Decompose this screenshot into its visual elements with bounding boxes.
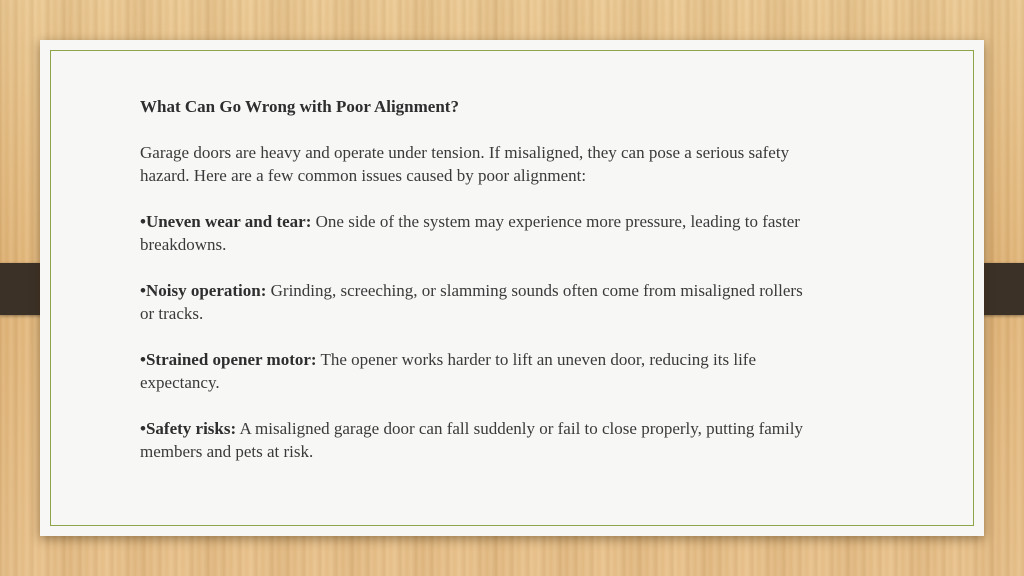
bullet-text: One side of the system may experience more pressure, leading to faster breakdowns. xyxy=(140,212,800,254)
bullet-text: A misaligned garage door can fall suddenly or fail to close properly, putting family members and pets at risk. xyxy=(140,419,803,461)
bullet-term: •Uneven wear and tear: xyxy=(140,212,312,231)
bullet-item xyxy=(140,348,820,394)
bullet-item xyxy=(140,210,820,256)
bullet-item xyxy=(140,417,820,463)
bullet-term: •Strained opener motor: xyxy=(140,350,317,369)
bullet-text: Grinding, screeching, or slamming sounds often come from misaligned rollers or tracks. xyxy=(140,281,803,323)
slide-heading: What Can Go Wrong with Poor Alignment? xyxy=(140,97,459,116)
bullet-text: The opener works harder to lift an uneven door, reducing its life expectancy. xyxy=(140,350,757,392)
bullet-term: •Safety risks: xyxy=(140,419,237,438)
bullet-item xyxy=(140,279,820,325)
intro-paragraph: Garage doors are heavy and operate under tension. If misaligned, they can pose a serious safety hazard. Here are a few common issues caused by poor alignment: xyxy=(140,143,790,185)
slide-content xyxy=(140,95,820,486)
bullet-term: •Noisy operation: xyxy=(140,281,267,300)
